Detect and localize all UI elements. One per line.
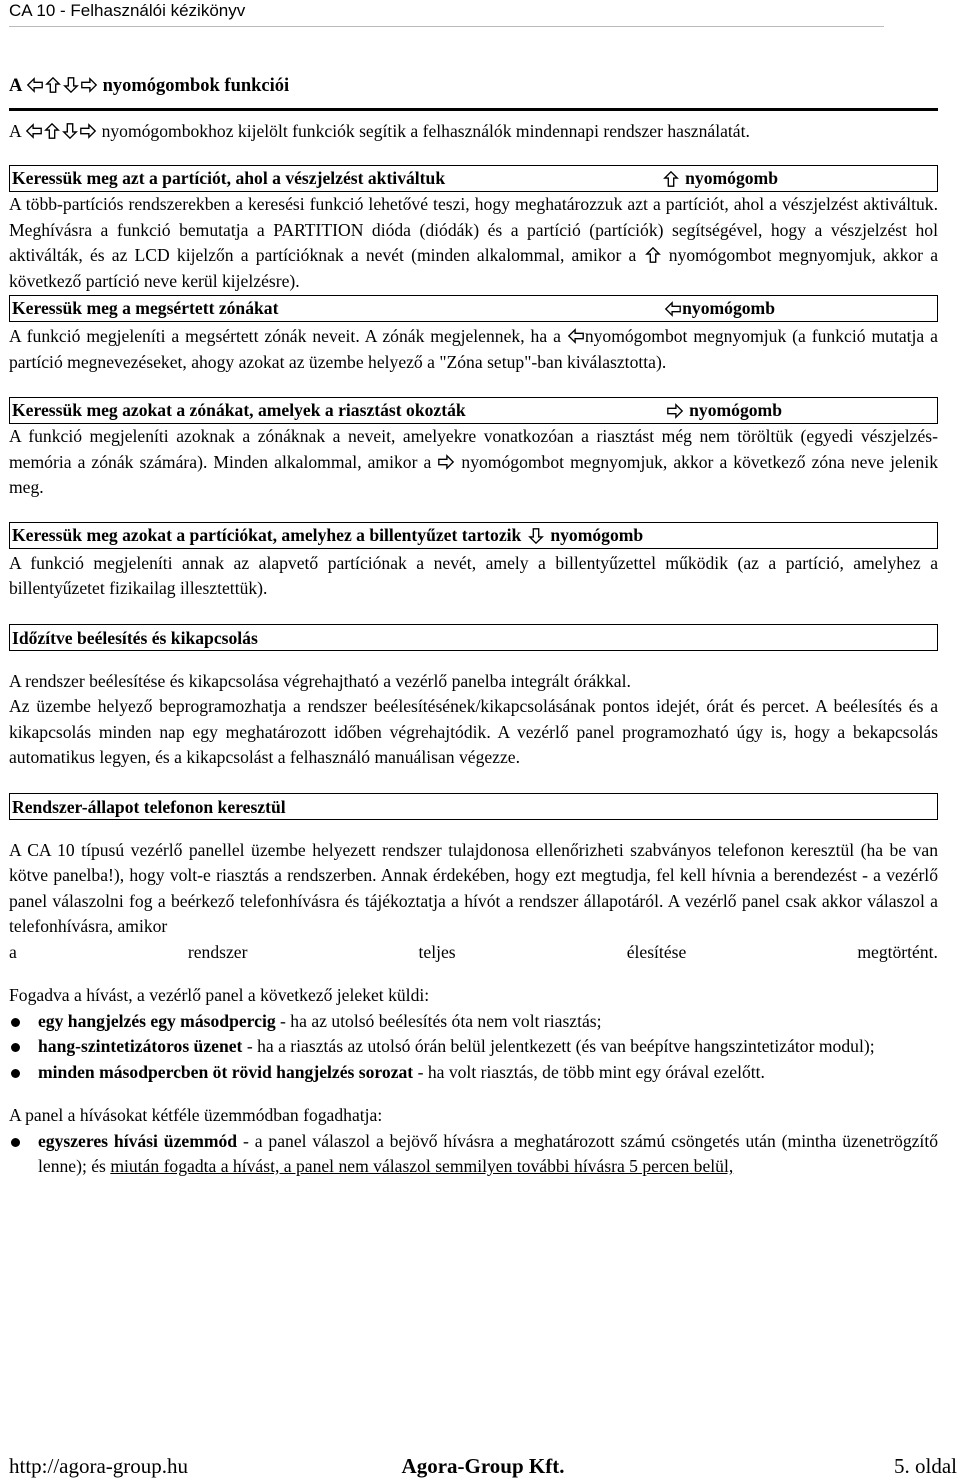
item-text: - ha volt riasztás, de több mint egy órával ezelőtt.	[413, 1061, 765, 1082]
page-title	[9, 70, 938, 111]
footer-page-number: 5. oldal	[894, 1453, 957, 1478]
item-text: - ha a riasztás az utolsó órán belül jelentkezett (és van beépítve hangszintetizátor modul);	[242, 1036, 875, 1056]
heading-text: Keressük meg azokat a zónákat, amelyek a riasztást okozták	[12, 400, 466, 421]
right-arrow-icon	[80, 76, 98, 94]
intro-text: nyomógombokhoz kijelölt funkciók segítik a felhasználók mindennapi rendszer használatát.	[101, 120, 750, 141]
item-bold: hang-szintetizátoros üzenet	[38, 1036, 243, 1056]
section-5-paragraph-1: A rendszer beélesítése és kikapcsolása végrehajtható a vezérlő panelba integrált órákkal.	[9, 670, 631, 691]
section-heading-keypad-partition	[9, 522, 938, 549]
section-6-paragraph-1-last-line	[9, 940, 938, 966]
text: nyomógombot megnyomjuk, akkor a következő zóna neve jelenik meg.	[9, 451, 938, 497]
left-arrow-icon	[26, 76, 44, 94]
running-header: CA 10 - Felhasználói kézikönyv	[9, 0, 884, 27]
intro-prefix: A	[9, 120, 21, 141]
word: a	[9, 941, 17, 962]
text: A funkció megjeleníti a megsértett zónák neveit. A zónák megjelennek, ha a	[9, 326, 561, 346]
down-arrow-icon	[62, 76, 80, 94]
section-1-paragraph	[9, 192, 938, 294]
list-item	[9, 1009, 938, 1035]
text: A több-partíciós rendszerekben a keresési funkció lehetővé teszi, hogy meghatározzuk azt a partíciót, ahol a vészjelzést aktiváltuk. Meghívásra a funkció bemutatja a PARTITION dióda (diódák) és a partíció (partíciók) segítségével, hogy a vészjelzést hol aktiválták, és az LCD kijelzőn a partícióknak a nevét (minden alkalommal, amikor a	[9, 194, 938, 265]
down-arrow-icon	[527, 527, 545, 545]
section-2-paragraph	[9, 324, 938, 375]
left-arrow-icon	[664, 300, 682, 318]
item-bold: egyszeres hívási üzemmód	[38, 1130, 238, 1151]
heading-text: Keressük meg azokat a partíciókat, amelyhez a billentyűzet tartozik	[12, 524, 522, 545]
footer-url[interactable]: http://agora-group.hu	[9, 1453, 189, 1478]
title-prefix: A	[9, 76, 22, 96]
item-text: - a panel válaszol a bejövő hívásra a meghatározott számú csöngetés után (mintha üzenetrögzítő lenne); és	[38, 1130, 939, 1176]
list-item	[9, 1129, 938, 1180]
up-arrow-icon	[43, 122, 61, 140]
list-item	[9, 1060, 938, 1086]
right-arrow-icon	[437, 453, 455, 471]
bullet-icon	[11, 1138, 20, 1147]
page-content	[9, 70, 938, 1180]
item-underlined-text: miután fogadta a hívást, a panel nem válaszol semmilyen további hívásra 5 percen belül,	[110, 1156, 734, 1176]
button-label: nyomógomb	[550, 524, 644, 545]
text: A funkció megjeleníti annak az alapvető partíciónak a nevét, amely a billentyűzettel működik (az a partíció, amelyhez a billentyűzetet fizikailag illesztettük).	[9, 552, 938, 598]
section-heading-alarm-zones	[9, 397, 938, 424]
section-4-paragraph	[9, 551, 938, 602]
item-text: - ha az utolsó beélesítés óta nem volt riasztás;	[275, 1010, 602, 1031]
page-footer	[9, 1452, 957, 1480]
up-arrow-icon	[44, 76, 62, 94]
item-bold: minden másodpercben öt rövid hangjelzés sorozat	[38, 1061, 414, 1082]
left-arrow-icon	[25, 122, 43, 140]
section-5-paragraph-2: Az üzembe helyező beprogramozhatja a rendszer beélesítésének/kikapcsolásának pontos idejét, órát és percet. A beélesítés és a kikapcsolás minden nap egy meghatározott időben végrehajtódik. A vezérlő panel programozható úgy is, hogy a bekapcsolás automatikus legyen, és a kikapcsolást a felhasználó manuálisan végezze.	[9, 696, 938, 767]
section-6-paragraph-3: A panel a hívásokat kétféle üzemmódban fogadhatja:	[9, 1105, 383, 1125]
button-label: nyomógomb	[685, 168, 778, 189]
bullet-icon	[11, 1018, 20, 1027]
section-3-paragraph	[9, 424, 938, 501]
text: nyomógombot megnyomjuk, akkor a következő partíció neve kerül kijelzésre).	[9, 245, 938, 291]
footer-company: Agora-Group Kft.	[401, 1453, 565, 1478]
section-6-paragraph-1: A CA 10 típusú vezérlő panellel üzembe helyezett rendszer tulajdonosa ellenőrizheti szabványos telefonon keresztül (ha be van kötve panelba!), hogy volt-e riasztás a rendszerben. Annak érdekében, hogy ezt megtudja, fel kell hívnia a berendezést - a vezérlő panel válaszolni fog a beérkező telefonhívásra és tájékoztatja a hívót a rendszer állapotáról. A vezérlő panel csak akkor válaszol a telefonhívásra, amikor	[9, 839, 938, 936]
section-heading-partition-alarm	[9, 165, 938, 192]
intro-paragraph	[9, 113, 938, 145]
mode-list	[9, 1129, 938, 1180]
word: megtörtént.	[857, 941, 938, 962]
title-suffix: nyomógombok funkciói	[102, 76, 290, 96]
down-arrow-icon	[61, 122, 79, 140]
left-arrow-icon	[567, 327, 585, 345]
list-item	[9, 1034, 938, 1060]
bullet-icon	[11, 1069, 20, 1078]
signal-list	[9, 1009, 938, 1086]
section-6-paragraph-2: Fogadva a hívást, a vezérlő panel a következő jeleket küldi:	[9, 985, 430, 1005]
section-heading-violated-zones	[9, 295, 938, 322]
heading-text: Időzítve beélesítés és kikapcsolás	[12, 627, 258, 648]
word: teljes	[418, 941, 456, 962]
text: nyomógombot	[584, 326, 688, 346]
right-arrow-icon	[666, 402, 684, 420]
up-arrow-icon	[644, 246, 662, 264]
up-arrow-icon	[662, 170, 680, 188]
bullet-icon	[11, 1043, 20, 1052]
text: megnyomjuk (a funkció mutatja a partíció megnevezéseket, ahogy azokat az üzembe helyező a "Zóna setup"-ban kiválasztotta).	[9, 326, 938, 372]
button-label: nyomógomb	[682, 298, 775, 319]
item-bold: egy hangjelzés egy másodpercig	[38, 1010, 276, 1031]
heading-text: Keressük meg a megsértett zónákat	[12, 298, 279, 319]
button-label: nyomógomb	[689, 400, 782, 421]
heading-text: Rendszer-állapot telefonon keresztül	[12, 796, 286, 817]
section-heading-phone-status	[9, 793, 938, 820]
heading-text: Keressük meg azt a partíciót, ahol a vészjelzést aktiváltuk	[12, 168, 446, 189]
right-arrow-icon	[79, 122, 97, 140]
word: élesítése	[626, 941, 687, 962]
section-heading-timer	[9, 624, 938, 651]
text: A funkció megjeleníti azoknak a zónáknak a neveit, amelyekre vonatkozóan a riasztást még nem töröltük (egyedi vészjelzés-memória a zónák számára). Minden alkalommal, amikor a	[9, 426, 938, 472]
word: rendszer	[187, 941, 248, 962]
